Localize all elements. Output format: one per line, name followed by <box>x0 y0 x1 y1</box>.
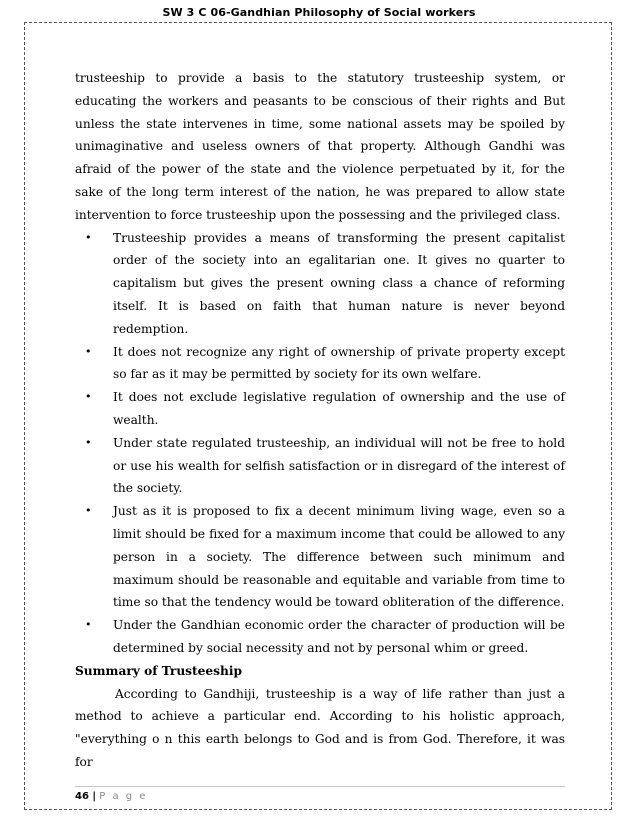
list-item <box>85 432 565 500</box>
list-item <box>85 386 565 432</box>
list-item-text: It does not recognize any right of ownership of private property except so far as it may be permitted by society for its own welfare. <box>113 344 565 382</box>
page-number: 46 | <box>75 791 97 802</box>
list-item <box>85 341 565 387</box>
list-item <box>85 614 565 660</box>
page-footer <box>75 786 565 802</box>
summary-paragraph: According to Gandhiji, trusteeship is a way of life rather than just a method to achieve a particular end. According to his holistic approach, "everything o n this earth belongs to God and is from God. Therefore, it was for <box>75 686 565 769</box>
list-item-text: Just as it is proposed to fix a decent minimum living wage, even so a limit should be fixed for a maximum income that could be allowed to any person in a society. The difference between such minimum and maximum should be reasonable and equitable and variable from time to time so that the tendency would be toward obliteration of the difference. <box>113 504 565 610</box>
bullet-icon: • <box>85 344 92 358</box>
bullet-icon: • <box>85 618 92 632</box>
bullet-list <box>75 227 565 660</box>
bullet-icon: • <box>85 390 92 404</box>
bullet-icon: • <box>85 504 92 518</box>
list-item-text: It does not exclude legislative regulation of ownership and the use of wealth. <box>113 390 565 427</box>
list-item <box>85 227 565 341</box>
bullet-icon: • <box>85 435 92 449</box>
list-item-text: Under state regulated trusteeship, an individual will not be free to hold or use his wealth for selfish satisfaction or in disregard of the interest of the society. <box>113 435 565 496</box>
intro-paragraph: trusteeship to provide a basis to the statutory trusteeship system, or educating the workers and peasants to be conscious of their rights and But unless the state intervenes in time, some national assets may be spoiled by unimaginative and useless owners of that property. Although Gandhi was afraid of the power of the state and the violence perpetuated by it, for the sake of the long term interest of the nation, he was prepared to allow state intervention to force trusteeship upon the possessing and the privileged class. <box>75 71 565 222</box>
section-heading: Summary of Trusteeship <box>75 663 243 678</box>
list-item-text: Trusteeship provides a means of transforming the present capitalist order of the society into an egalitarian one. It gives no quarter to capitalism but gives the present owning class a chance of reforming itself. It is based on faith that human nature is never beyond redemption. <box>113 230 565 336</box>
running-header: SW 3 C 06-Gandhian Philosophy of Social workers <box>162 6 476 19</box>
list-item-text: Under the Gandhian economic order the character of production will be determined by social necessity and not by personal whim or greed. <box>113 618 565 655</box>
list-item <box>85 500 565 614</box>
bullet-icon: • <box>85 230 92 244</box>
page-label: P a g e <box>99 791 148 802</box>
page-body <box>75 67 565 774</box>
